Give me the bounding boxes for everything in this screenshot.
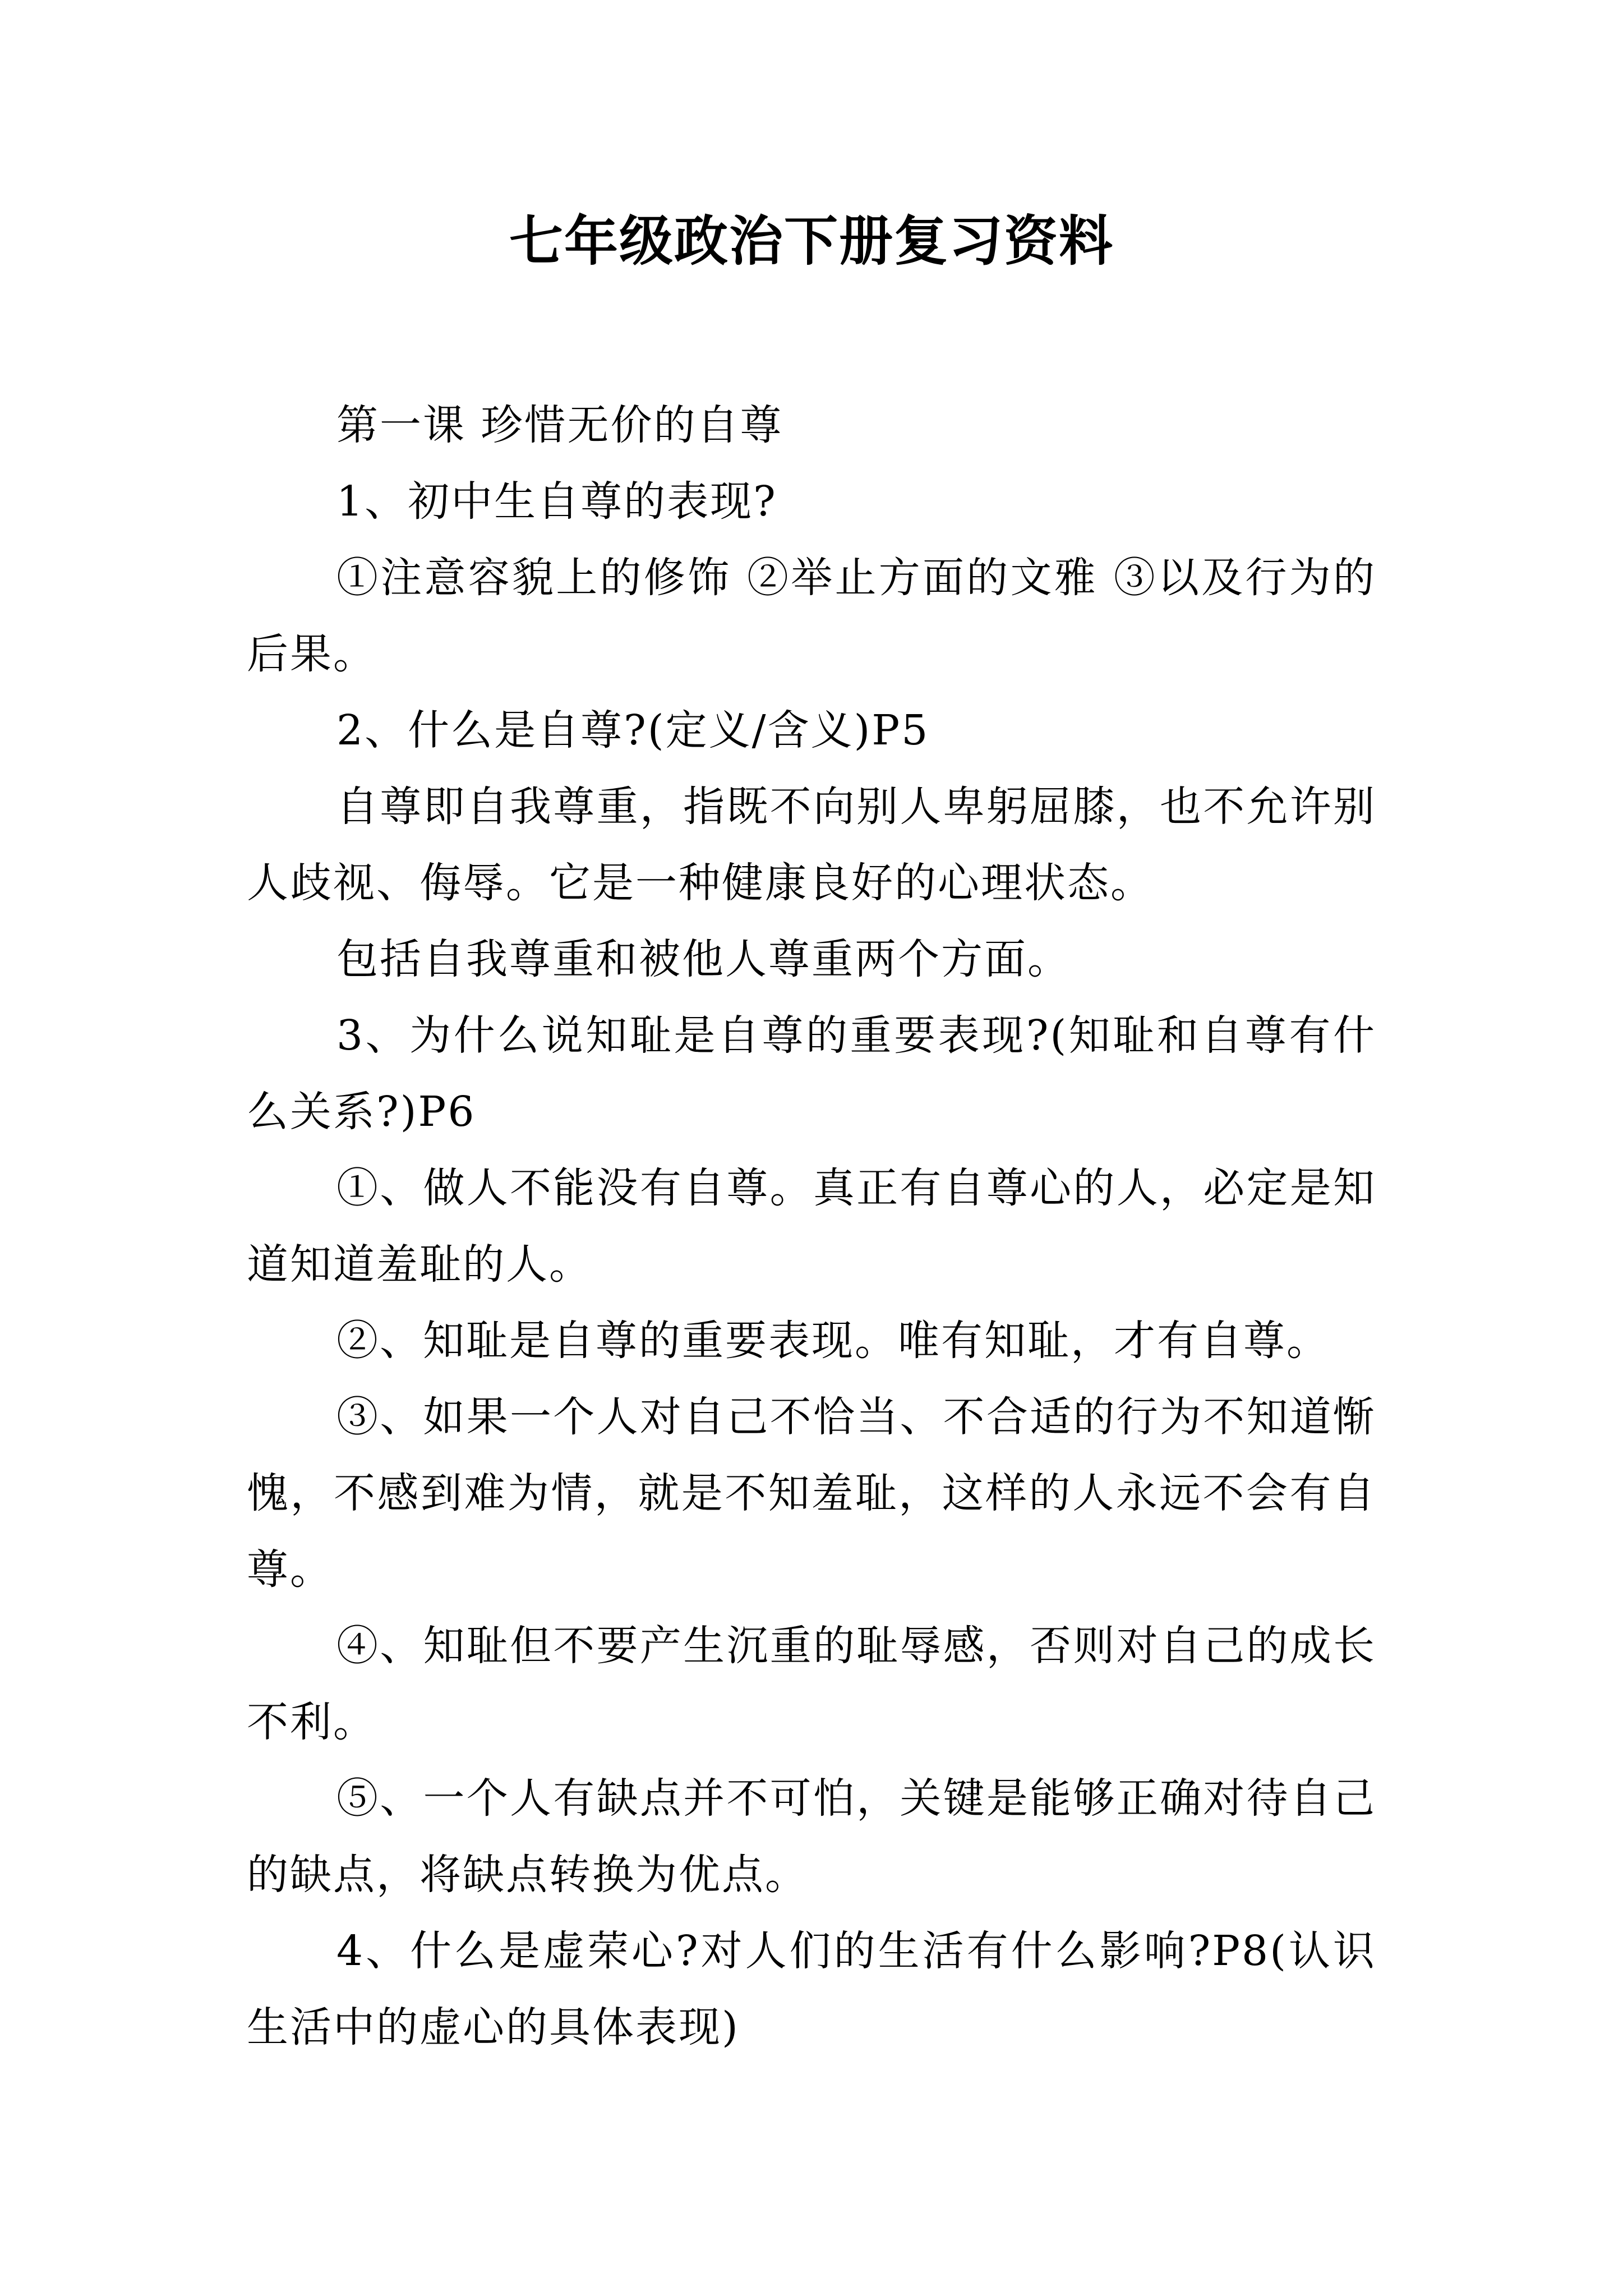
question-1: 1、初中生自尊的表现? <box>336 477 777 526</box>
answer-3-point-5: ⑤、一个人有缺点并不可怕，关键是能够正确对待自己的缺点，将缺点转换为优点。 <box>247 1774 1376 1899</box>
lesson-heading: 第一课 珍惜无价的自尊 <box>336 401 783 449</box>
question-4: 4、什么是虚荣心?对人们的生活有什么影响?P8(认识生活中的虚心的具体表现) <box>247 1927 1376 2051</box>
document-body <box>247 202 1376 2065</box>
question-2: 2、什么是自尊?(定义/含义)P5 <box>336 706 930 754</box>
answer-2-aspects: 包括自我尊重和被他人尊重两个方面。 <box>336 935 1071 983</box>
document-title: 七年级政治下册复习资料 <box>509 210 1114 273</box>
question-3: 3、为什么说知耻是自尊的重要表现?(知耻和自尊有什么关系?)P6 <box>247 1011 1376 1136</box>
answer-3-point-4: ④、知耻但不要产生沉重的耻辱感，否则对自己的成长不利。 <box>247 1622 1376 1746</box>
answer-2-definition: 自尊即自我尊重，指既不向别人卑躬屈膝，也不允许别人歧视、侮辱。它是一种健康良好的心理状态。 <box>247 783 1376 907</box>
answer-3-point-3: ③、如果一个人对自己不恰当、不合适的行为不知道惭愧，不感到难为情，就是不知羞耻，这样的人永远不会有自尊。 <box>247 1393 1376 1594</box>
answer-1: ①注意容貌上的修饰 ②举止方面的文雅 ③以及行为的后果。 <box>247 554 1376 678</box>
answer-3-point-1: ①、做人不能没有自尊。真正有自尊心的人，必定是知道知道羞耻的人。 <box>247 1164 1376 1289</box>
answer-3-point-2: ②、知耻是自尊的重要表现。唯有知耻，才有自尊。 <box>336 1317 1330 1365</box>
